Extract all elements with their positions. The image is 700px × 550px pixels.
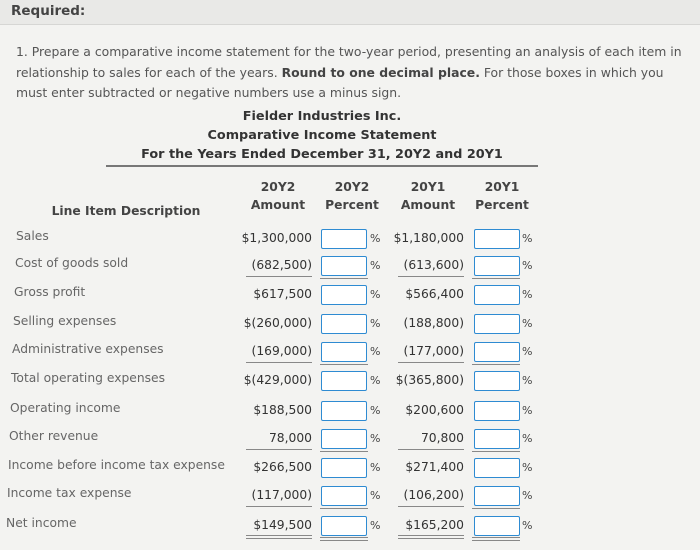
instructions-text-2: For those boxes in which you must enter subtracted or negative numbers use a minus sign. — [16, 64, 664, 100]
instructions-bold: Round to one decimal place. — [281, 64, 480, 80]
y1-amount-income-tax-expense: (106,200) — [403, 488, 464, 502]
y1-percent-sign: % — [522, 519, 533, 532]
col-y1-percent-header — [464, 178, 540, 214]
row-label-cost-of-goods-sold: Cost of goods sold — [15, 256, 129, 270]
y1-percent-sign: % — [522, 404, 533, 417]
y2-percent-input-gross-profit[interactable] — [321, 285, 367, 305]
y1-amount-double-underline — [398, 535, 464, 539]
row-label-income-before-income-tax-expense: Income before income tax expense — [8, 458, 225, 472]
y1-percent-input-net-income[interactable] — [474, 516, 520, 536]
y2-amount-net-income: $149,500 — [253, 518, 312, 532]
col-y1-amount-year: 20Y1 — [410, 180, 446, 194]
y1-amount-net-income: $165,200 — [405, 518, 464, 532]
row-label-income-tax-expense: Income tax expense — [7, 486, 132, 500]
y2-percent-sign: % — [370, 432, 381, 445]
y1-percent-input-total-operating-expenses[interactable] — [474, 371, 520, 391]
y2-amount-double-underline — [246, 535, 312, 539]
instructions-text: 1. Prepare a comparative income statement for the two-year period, presenting an analysis of each item in relationship to sales for each of the years. — [16, 44, 682, 80]
y2-percent-input-operating-income[interactable] — [321, 401, 367, 421]
y2-percent-input-sales[interactable] — [321, 229, 367, 249]
col-y2-percent-header — [314, 178, 390, 214]
y2-percent-sign: % — [370, 461, 381, 474]
y2-amount-underline — [246, 362, 312, 363]
y2-amount-other-revenue: 78,000 — [268, 431, 312, 445]
row-label-sales: Sales — [16, 229, 49, 243]
y2-percent-sign: % — [370, 288, 381, 301]
y1-amount-underline — [398, 362, 464, 363]
y2-percent-input-net-income[interactable] — [321, 516, 367, 536]
y2-amount-operating-income: $188,500 — [253, 403, 312, 417]
col-y2-amount-label: Amount — [250, 198, 306, 212]
y2-percent-input-total-operating-expenses[interactable] — [321, 371, 367, 391]
y2-amount-total-operating-expenses: $(429,000) — [243, 373, 312, 387]
col-y1-percent-year: 20Y1 — [484, 180, 520, 194]
y1-percent-sign: % — [522, 461, 533, 474]
y2-percent-sign: % — [370, 374, 381, 387]
row-label-operating-income: Operating income — [10, 401, 121, 415]
y1-amount-other-revenue: 70,800 — [420, 431, 464, 445]
col-y2-amount-header — [240, 178, 316, 214]
y1-percent-sign: % — [522, 259, 533, 272]
row-label-total-operating-expenses: Total operating expenses — [11, 371, 166, 385]
y1-percent-sign: % — [522, 288, 533, 301]
statement-title: Comparative Income Statement — [207, 128, 437, 143]
y2-percent-sign: % — [370, 259, 381, 272]
y1-percent-sign: % — [522, 317, 533, 330]
y1-percent-input-income-tax-expense[interactable] — [474, 486, 520, 506]
company-name: Fielder Industries Inc. — [242, 109, 402, 124]
y2-percent-input-selling-expenses[interactable] — [321, 314, 367, 334]
y1-percent-input-administrative-expenses[interactable] — [474, 342, 520, 362]
row-label-gross-profit: Gross profit — [14, 285, 86, 299]
col-y2-percent-label: Percent — [325, 198, 379, 212]
y1-amount-gross-profit: $566,400 — [405, 287, 464, 301]
y2-amount-cost-of-goods-sold: (682,500) — [251, 258, 312, 272]
y1-percent-sign: % — [522, 345, 533, 358]
col-y1-amount-label: Amount — [400, 198, 456, 212]
y1-percent-sign: % — [522, 232, 533, 245]
col-y1-percent-label: Percent — [475, 198, 529, 212]
y1-percent-input-operating-income[interactable] — [474, 401, 520, 421]
y1-percent-underline — [472, 364, 520, 365]
y2-percent-input-administrative-expenses[interactable] — [321, 342, 367, 362]
row-label-net-income: Net income — [6, 516, 77, 530]
y2-amount-underline — [246, 449, 312, 450]
y1-amount-total-operating-expenses: $(365,800) — [395, 373, 464, 387]
y1-amount-selling-expenses: (188,800) — [403, 316, 464, 330]
y1-amount-underline — [398, 449, 464, 450]
y2-percent-sign: % — [370, 404, 381, 417]
row-label-selling-expenses: Selling expenses — [13, 314, 117, 328]
y2-percent-sign: % — [370, 345, 381, 358]
y1-percent-input-sales[interactable] — [474, 229, 520, 249]
required-title: Required: — [11, 3, 86, 19]
col-y1-amount-header — [390, 178, 466, 214]
y2-amount-sales: $1,300,000 — [241, 231, 312, 245]
y1-percent-input-cost-of-goods-sold[interactable] — [474, 256, 520, 276]
y2-amount-underline — [246, 276, 312, 277]
col-y2-amount-year: 20Y2 — [260, 180, 296, 194]
y2-amount-gross-profit: $617,500 — [253, 287, 312, 301]
y2-percent-sign: % — [370, 489, 381, 502]
y2-percent-underline — [320, 278, 368, 279]
row-label-other-revenue: Other revenue — [9, 429, 99, 443]
statement-period: For the Years Ended December 31, 20Y2 and 20Y1 — [141, 147, 503, 162]
y2-percent-input-cost-of-goods-sold[interactable] — [321, 256, 367, 276]
y1-percent-input-other-revenue[interactable] — [474, 429, 520, 449]
y1-percent-input-gross-profit[interactable] — [474, 285, 520, 305]
y1-amount-cost-of-goods-sold: (613,600) — [403, 258, 464, 272]
y1-amount-sales: $1,180,000 — [393, 231, 464, 245]
y2-amount-underline — [246, 506, 312, 507]
y2-percent-input-income-tax-expense[interactable] — [321, 486, 367, 506]
y1-percent-input-selling-expenses[interactable] — [474, 314, 520, 334]
y2-percent-underline — [320, 451, 368, 452]
col-y2-percent-year: 20Y2 — [334, 180, 370, 194]
y2-percent-sign: % — [370, 317, 381, 330]
y1-amount-underline — [398, 506, 464, 507]
y1-percent-underline — [472, 278, 520, 279]
y1-amount-income-before-income-tax-expense: $271,400 — [405, 460, 464, 474]
y2-percent-underline — [320, 508, 368, 509]
y2-amount-administrative-expenses: (169,000) — [251, 344, 312, 358]
y1-percent-underline — [472, 508, 520, 509]
y1-percent-underline — [472, 451, 520, 452]
y2-amount-income-tax-expense: (117,000) — [251, 488, 312, 502]
y1-percent-sign: % — [522, 374, 533, 387]
instructions — [16, 42, 688, 104]
required-header — [0, 0, 700, 25]
y2-percent-sign: % — [370, 519, 381, 532]
y1-amount-operating-income: $200,600 — [405, 403, 464, 417]
y1-percent-sign: % — [522, 489, 533, 502]
y2-percent-input-income-before-income-tax-expense[interactable] — [321, 458, 367, 478]
y1-amount-administrative-expenses: (177,000) — [403, 344, 464, 358]
y1-percent-sign: % — [522, 432, 533, 445]
y1-percent-double-underline — [472, 537, 520, 541]
y2-amount-selling-expenses: $(260,000) — [243, 316, 312, 330]
y2-amount-income-before-income-tax-expense: $266,500 — [253, 460, 312, 474]
title-rule — [106, 165, 538, 167]
y2-percent-double-underline — [320, 537, 368, 541]
y1-amount-underline — [398, 276, 464, 277]
row-label-administrative-expenses: Administrative expenses — [12, 342, 164, 356]
y1-percent-input-income-before-income-tax-expense[interactable] — [474, 458, 520, 478]
y2-percent-sign: % — [370, 232, 381, 245]
y2-percent-input-other-revenue[interactable] — [321, 429, 367, 449]
col-description-header: Line Item Description — [51, 204, 201, 218]
y2-percent-underline — [320, 364, 368, 365]
